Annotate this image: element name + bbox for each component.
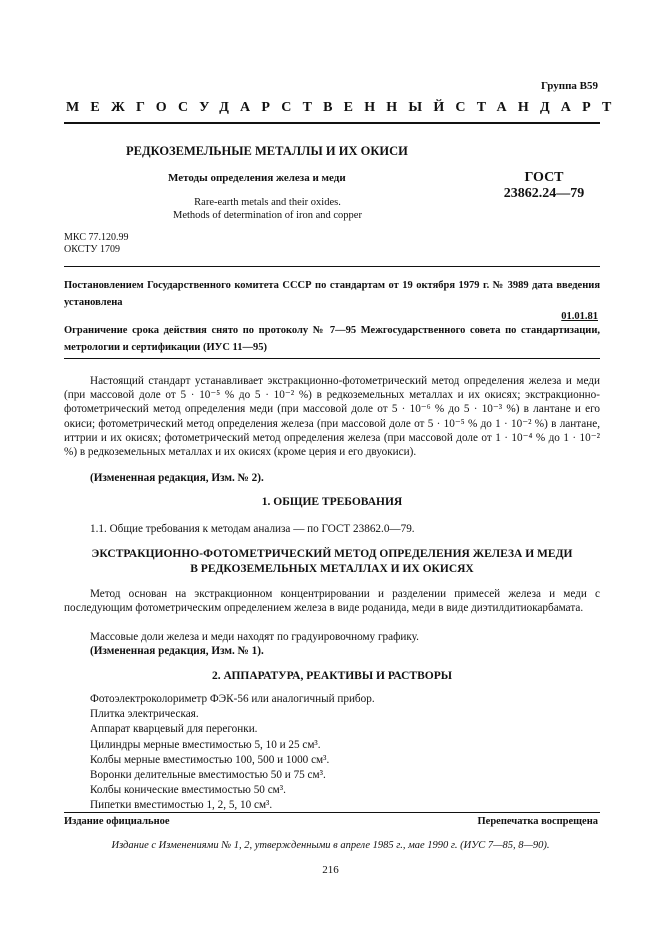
decree-text: Постановлением Государственного комитета СССР по стандартам от 19 октября 1979 г. № 3989 дата введения установлена	[64, 280, 600, 308]
banner-word-standard: СТАНДАРТ	[455, 100, 623, 115]
edition-footnote: Издание с Изменениями № 1, 2, утвержденными в апреле 1985 г., мае 1990 г. (ИУС 7—85, 8—90).	[111, 840, 550, 851]
equipment-list	[90, 692, 375, 814]
list-item: Плитка электрическая.	[90, 708, 199, 721]
okstu-code: ОКСТУ 1709	[64, 244, 121, 255]
codes-rule	[64, 266, 600, 267]
banner-word-interstate: МЕЖГОСУДАРСТВЕННЫЙ	[66, 100, 456, 115]
gost-number	[500, 170, 588, 202]
top-rule	[64, 122, 600, 124]
method-heading-line1: ЭКСТРАКЦИОННО-ФОТОМЕТРИЧЕСКИЙ МЕТОД ОПРЕДЕЛЕНИЯ ЖЕЛЕЗА И МЕДИ	[91, 548, 573, 560]
intro-paragraph	[64, 374, 600, 459]
english-title-line1: Rare-earth metals and their oxides.	[194, 197, 341, 208]
list-item: Пипетки вместимостью 1, 2, 5, 10 см³.	[90, 799, 273, 812]
mks-code: МКС 77.120.99	[64, 232, 129, 243]
section-1-heading: 1. ОБЩИЕ ТРЕБОВАНИЯ	[261, 496, 403, 508]
method-paragraph-2: Массовые доли железа и меди находят по градуировочному графику.	[90, 631, 419, 643]
english-title	[150, 196, 385, 222]
method-heading-line2: В РЕДКОЗЕМЕЛЬНЫХ МЕТАЛЛАХ И ИХ ОКИСЯХ	[190, 563, 474, 575]
method-edition-note: (Измененная редакция, Изм. № 1).	[90, 645, 264, 657]
classification-codes	[64, 232, 128, 256]
intro-text: Настоящий стандарт устанавливает экстракционно-фотометрический метод определения железа и меди (при массовой доле от 5 · 10⁻⁵ % до 5 · 10⁻² %) в редкоземельных металлах и их окисях; экстракционно-фотометрический метод определения меди (при массовой доле от 5 · 10⁻⁶ % до 5 · 10⁻³ %) в лантане и его окиси; фотометрический метод определения железа (при массовой доле от 5 · 10⁻⁵ % до 1 · 10⁻² %) в лантане, иттрии и их окисях; фотометрический метод определения железа (при массовой доле от 1 · 10⁻⁴ % до 1 · 10⁻² %) в редкоземельных металлах и их окисях (кроме церия и его двуокиси).	[64, 375, 600, 459]
document-title: РЕДКОЗЕМЕЛЬНЫЕ МЕТАЛЛЫ И ИХ ОКИСИ	[126, 144, 408, 158]
section-1-item: 1.1. Общие требования к методам анализа — по ГОСТ 23862.0—79.	[90, 523, 415, 535]
list-item: Фотоэлектроколориметр ФЭК-56 или аналогичный прибор.	[90, 693, 375, 705]
gost-label: ГОСТ	[524, 170, 564, 185]
list-item: Цилиндры мерные вместимостью 5, 10 и 25 см³.	[90, 738, 321, 751]
gost-code: 23862.24—79	[503, 186, 585, 201]
list-item: Аппарат кварцевый для перегонки.	[90, 723, 258, 736]
list-item: Воронки делительные вместимостью 50 и 75 см³.	[90, 769, 326, 782]
official-edition-label: Издание официальное	[64, 816, 170, 827]
limit-removal-text: Ограничение срока действия снято по протоколу № 7—95 Межгосударственного совета по стандартизации, метрологии и сертификации (ИУС 11—95)	[64, 325, 600, 353]
document-subtitle: Методы определения железа и меди	[168, 172, 346, 184]
list-item: Колбы мерные вместимостью 100, 500 и 1000 см³.	[90, 753, 330, 766]
decree-rule	[64, 358, 600, 359]
method-paragraph-1: Метод основан на экстракционном концентрировании и разделении примесей железа и меди с последующим фотометрическим определением железа в виде роданида, меди в виде диэтилдитиокарбамата.	[64, 588, 600, 615]
list-item: Колбы конические вместимостью 50 см³.	[90, 784, 286, 797]
method-heading	[64, 547, 600, 577]
interstate-standard-banner	[66, 100, 623, 116]
group-code: Группа В59	[540, 80, 598, 92]
reprint-prohibited-label: Перепечатка воспрещена	[477, 816, 598, 827]
footer-rule	[64, 812, 600, 813]
section-2-heading: 2. АППАРАТУРА, РЕАКТИВЫ И РАСТВОРЫ	[211, 670, 453, 682]
english-title-line2: Methods of determination of iron and copper	[173, 210, 362, 221]
page-number: 216	[322, 864, 339, 876]
intro-edition-note: (Измененная редакция, Изм. № 2).	[90, 472, 264, 484]
introduction-date: 01.01.81	[561, 311, 598, 322]
